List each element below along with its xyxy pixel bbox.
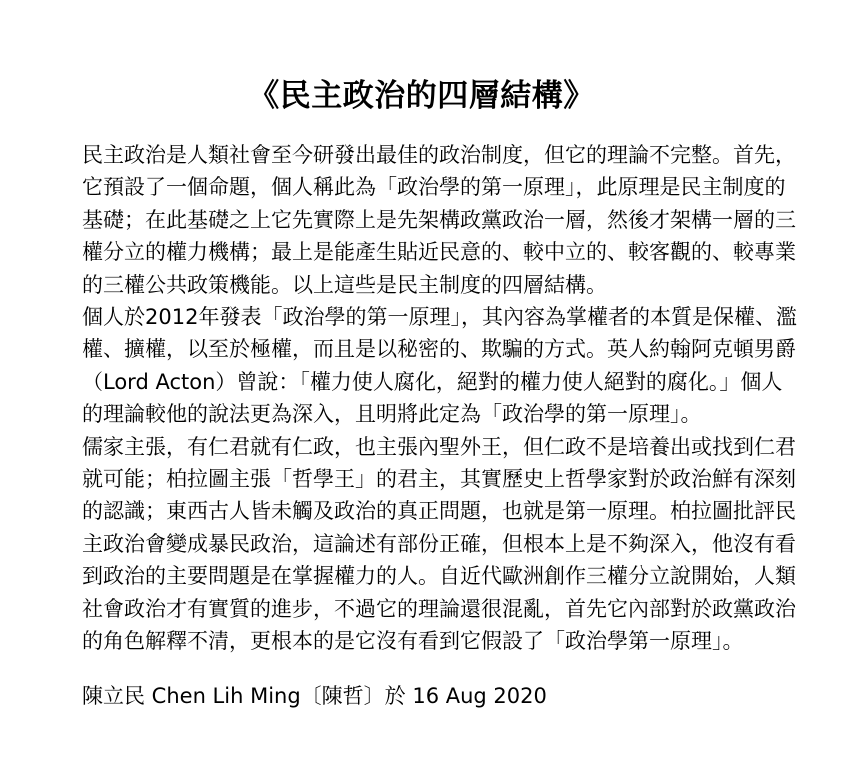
body-line: 基礎；在此基礎之上它先實際上是先架構政黨政治一層，然後才架構一層的三: [82, 207, 796, 232]
body-line: 就可能；柏拉圖主張「哲學王」的君主，其實歷史上哲學家對於政治鮮有深刻: [82, 467, 796, 492]
document-title: 《民主政治的四層結構》: [248, 78, 595, 114]
body-line: 個人於2012年發表「政治學的第一原理」，其內容為掌權者的本質是保權、濫: [82, 305, 797, 330]
body-line: （Lord Acton）曾說：「權力使人腐化，絕對的權力使人絕對的腐化。」個人: [82, 369, 783, 394]
body-line: 權、擴權，以至於極權，而且是以秘密的、欺騙的方式。英人約翰阿克頓男爵: [82, 337, 796, 362]
body-line: 主政治會變成暴民政治，這論述有部份正確，但根本上是不夠深入，他沒有看: [82, 531, 796, 556]
body-line: 它預設了一個命題，個人稱此為「政治學的第一原理」，此原理是民主制度的: [82, 175, 786, 200]
body-line: 的認識；東西古人皆未觸及政治的真正問題，也就是第一原理。柏拉圖批評民: [82, 499, 796, 524]
document-body: [82, 139, 797, 658]
body-line: 的角色解釋不清，更根本的是它沒有看到它假設了「政治學第一原理」。: [82, 629, 744, 654]
body-line: 的理論較他的說法更為深入，且明將此定為「政治學的第一原理」。: [82, 402, 702, 427]
body-line: 的三權公共政策機能。以上這些是民主制度的四層結構。: [82, 272, 607, 297]
body-line: 權分立的權力機構；最上是能產生貼近民意的、較中立的、較客觀的、較專業: [82, 240, 796, 265]
body-line: 儒家主張，有仁君就有仁政，也主張內聖外王，但仁政不是培養出或找到仁君: [82, 434, 796, 459]
author-signature: 陳立民 Chen Lih Ming〔陳哲〕於 16 Aug 2020: [82, 684, 547, 708]
body-line: 社會政治才有實質的進步，不過它的理論還很混亂，首先它內部對於政黨政治: [82, 596, 796, 621]
body-line: 到政治的主要問題是在掌握權力的人。自近代歐洲創作三權分立說開始，人類: [82, 564, 796, 589]
body-line: 民主政治是人類社會至今研發出最佳的政治制度，但它的理論不完整。首先，: [82, 143, 796, 167]
